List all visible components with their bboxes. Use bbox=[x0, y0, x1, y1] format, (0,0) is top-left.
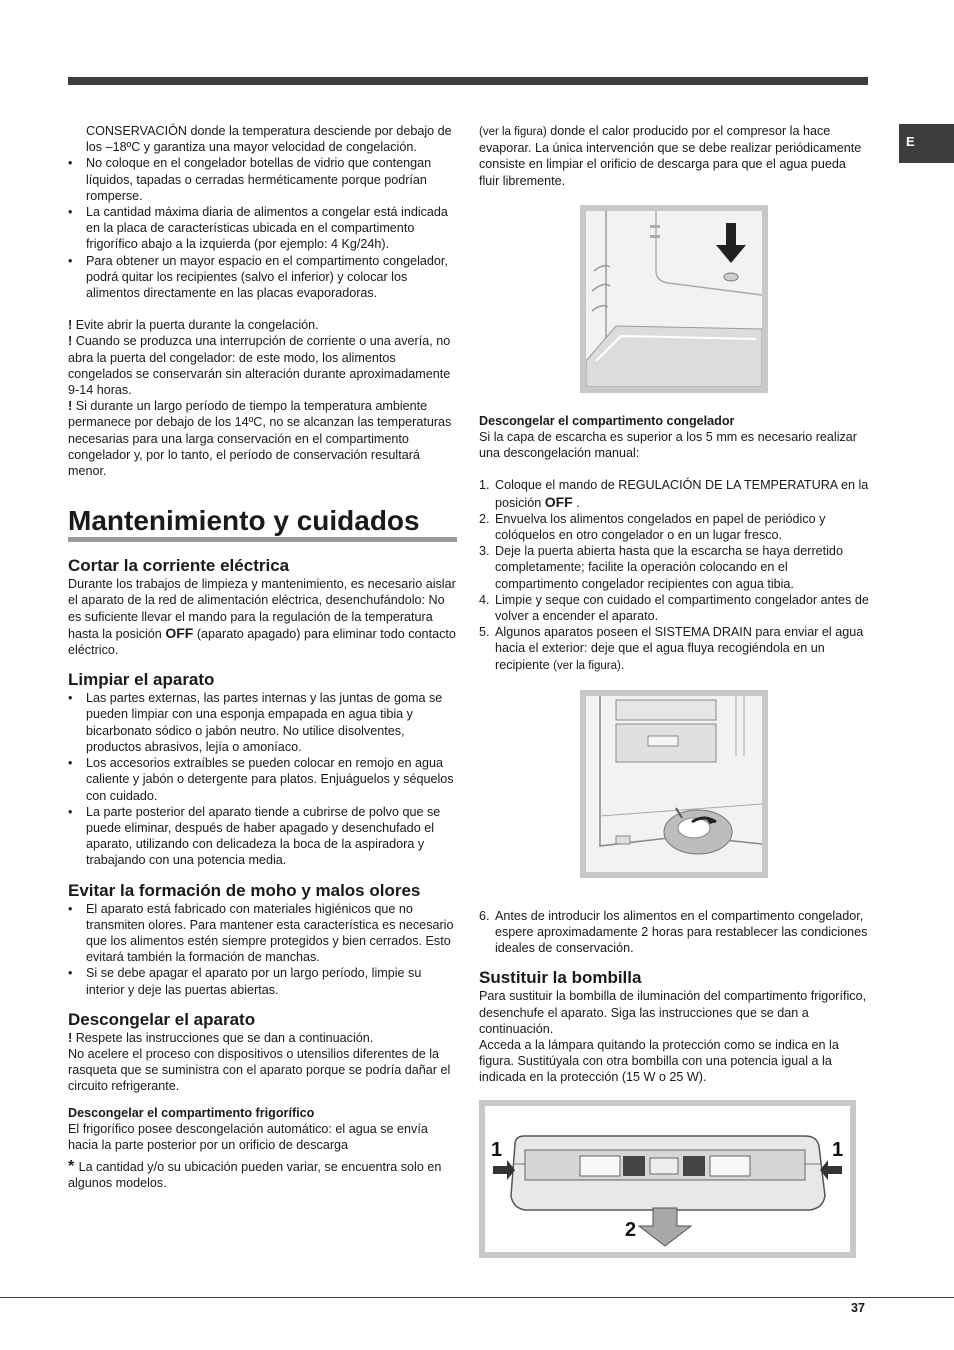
callout-1-right: 1 bbox=[832, 1138, 844, 1161]
figure-drain-system bbox=[580, 690, 768, 878]
defrost-steps bbox=[479, 477, 869, 673]
list-item: • Para obtener un mayor espacio en el compartimento congelador, podrá quitar los recipientes (salvo el inferior) y colocar los alimentos directamente en las placas evaporadoras. bbox=[68, 253, 458, 302]
heading-limpiar: Limpiar el aparato bbox=[68, 670, 215, 690]
bombilla-text-1: Para sustituir la bombilla de iluminación del compartimento frigorífico, desenchufe el aparato. Siga las instrucciones que se dan a continuación. bbox=[479, 989, 867, 1036]
step-4: 4. Limpie y seque con cuidado el compartimento congelador antes de volver a encender el aparato. bbox=[479, 592, 869, 624]
heading-cortar: Cortar la corriente eléctrica bbox=[68, 556, 290, 576]
step-3: 3. Deje la puerta abierta hasta que la escarcha se haya derretido completamente; facilite la operación colocando en el compartimento congelador recipientes con agua tibia. bbox=[479, 544, 843, 591]
bombilla-text-2: Acceda a la lámpara quitando la protección como se indica en la figura. Sustitúyala con otra bombilla con una potencia igual a la indicada en la protección (15 W o 25 W). bbox=[479, 1038, 839, 1085]
warning-2: ! Cuando se produzca una interrupción de corriente o una avería, no abra la puerta del congelador: de este modo, los alimentos congelados se conservarán sin alteración durante aproximadamente 9-14 horas. bbox=[68, 334, 451, 398]
defrost-step-6 bbox=[479, 908, 869, 957]
descongelar-warning: ! Respete las instrucciones que se dan a continuación. bbox=[68, 1030, 374, 1045]
step-1: 1. Coloque el mando de REGULACIÓN DE LA TEMPERATURA en la posición OFF . bbox=[479, 478, 869, 510]
heading-frigorifico: Descongelar el compartimento frigorífico bbox=[68, 1105, 315, 1120]
descongelar-text: No acelere el proceso con dispositivos o utensilios diferentes de la rasqueta que se suministra con el aparato porque se podría dañar el circuito refrigerante. bbox=[68, 1046, 451, 1094]
figure-lamp-cover bbox=[479, 1100, 856, 1258]
list-item: • No coloque en el congelador botellas de vidrio que contengan líquidos, tapadas o cerradas herméticamente porque podrían romperse. bbox=[68, 155, 458, 204]
language-tab: E bbox=[899, 124, 954, 163]
list-item: • Si se debe apagar el aparato por un largo período, limpie su interior y deje las puertas abiertas. bbox=[68, 965, 458, 997]
cortar-text: Durante los trabajos de limpieza y mantenimiento, es necesario aislar el aparato de la red de alimentación eléctrica, desenchufándolo: No es suficiente llevar el mando para la regulación de la temperatura hasta la posición OFF (aparato apagado) para eliminar todo contacto eléctrico. bbox=[68, 577, 456, 658]
page-number: 37 bbox=[851, 1301, 866, 1315]
left-column bbox=[68, 123, 458, 1192]
freezing-tips-list bbox=[68, 155, 458, 301]
right-column bbox=[479, 123, 869, 1258]
top-rule bbox=[68, 77, 868, 85]
list-item: • Las partes externas, las partes internas y las juntas de goma se pueden limpiar con una esponja empapada en agua tibia y bicarbonato sódico o jabón neutro. No utilice disolventes, productos abrasivos, lejía o amoníaco. bbox=[68, 690, 458, 755]
moho-list bbox=[68, 901, 458, 998]
footnote: * La cantidad y/o su ubicación pueden variar, se encuentra solo en algunos modelos. bbox=[68, 1158, 442, 1191]
congelador-text: Si la capa de escarcha es superior a los 5 mm es necesario realizar una descongelación manual: bbox=[479, 430, 857, 461]
heading-bombilla: Sustituir la bombilla bbox=[479, 968, 642, 988]
intro-continuation: CONSERVACIÓN donde la temperatura desciende por debajo de los –18ºC y garantiza una mayor velocidad de congelación. bbox=[86, 124, 452, 155]
section-title: Mantenimiento y cuidados bbox=[68, 505, 457, 542]
bottom-rule bbox=[0, 1297, 954, 1298]
off-label: OFF bbox=[544, 493, 573, 510]
warning-1: ! Evite abrir la puerta durante la congelación. bbox=[68, 318, 319, 333]
heading-moho: Evitar la formación de moho y malos olores bbox=[68, 880, 421, 900]
list-item: • La cantidad máxima diaria de alimentos a congelar está indicada en la placa de características ubicada en el compartimento frigorífico abajo a la izquierda (por ejemplo: 4 Kg/24h). bbox=[68, 204, 458, 253]
off-label: OFF bbox=[165, 624, 194, 641]
step-5: 5. Algunos aparatos poseen el SISTEMA DRAIN para enviar el agua hacia el exterior: deje que el agua fluya recogiéndola en un recipiente (ver la figura). bbox=[479, 625, 864, 672]
callout-2: 2 bbox=[625, 1218, 637, 1241]
warning-3: ! Si durante un largo período de tiempo la temperatura ambiente permanece por debajo de los 14ºC, no se alcanzan las temperaturas necesarias para una larga conservación en el compartimento congelador y, por lo tanto, el período de conservación resultará menor. bbox=[68, 399, 452, 479]
callout-1-left: 1 bbox=[491, 1138, 503, 1161]
drain-intro: (ver la figura) donde el calor producido por el compresor la hace evaporar. La única intervención que se debe realizar periódicamente consiste en limpiar el orificio de descarga para que el agua pueda fluir libremente. bbox=[479, 124, 862, 188]
frigorifico-text: El frigorífico posee descongelación automático: el agua se envía hacia la parte posterior por un orificio de descarga bbox=[68, 1121, 428, 1152]
fridge-drain-illustration bbox=[586, 211, 762, 387]
list-item: • La parte posterior del aparato tiende a cubrirse de polvo que se puede eliminar, después de haber apagado y desenchufado el aparato, utilizando con delicadeza la boca de la aspiradora y trabajando con una potencia media. bbox=[68, 804, 458, 869]
list-item: • El aparato está fabricado con materiales higiénicos que no transmiten olores. Para mantener esta característica es necesario que los alimentos estén siempre protegidos y bien cerrados. Esto evitará también la formación de manchas. bbox=[68, 901, 458, 966]
list-item: • Los accesorios extraíbles se pueden colocar en remojo en agua caliente y jabón o detergente para platos. Enjuáguelos y séquelos con cuidado. bbox=[68, 755, 458, 804]
step-6: 6. Antes de introducir los alimentos en el compartimento congelador, espere aproximadamente 2 horas para restablecer las condiciones ideales de conservación. bbox=[479, 908, 868, 956]
lamp-cover-illustration bbox=[485, 1106, 850, 1252]
figure-drain-hole bbox=[580, 205, 768, 393]
limpiar-list bbox=[68, 690, 458, 868]
step-2: 2. Envuelva los alimentos congelados en papel de periódico y colóquelos en otro congelador o en un lugar fresco. bbox=[479, 511, 826, 543]
heading-descongelar: Descongelar el aparato bbox=[68, 1009, 256, 1029]
freezer-drain-illustration bbox=[586, 696, 762, 872]
heading-congelador: Descongelar el compartimento congelador bbox=[479, 413, 735, 428]
